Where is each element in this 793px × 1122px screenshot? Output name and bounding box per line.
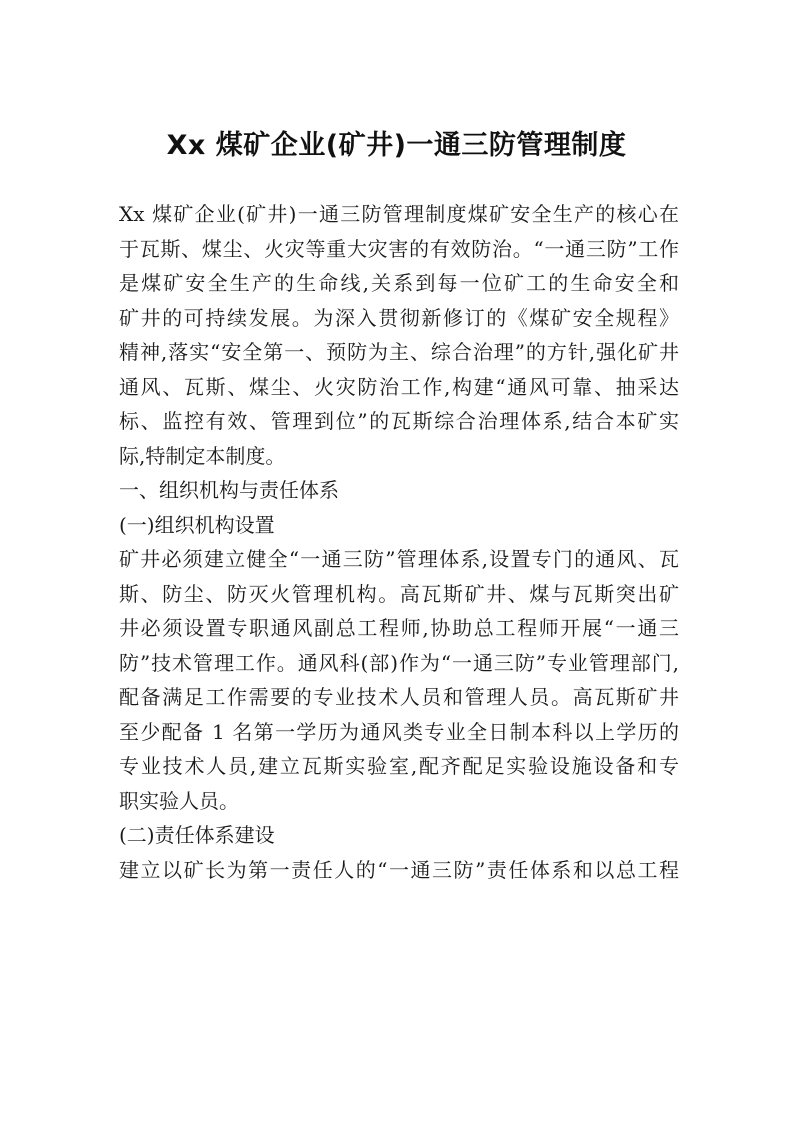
paragraph-line: 标、监控有效、管理到位”的瓦斯综合治理体系,结合本矿实 xyxy=(119,409,679,433)
paragraph-line: 是煤矿安全生产的生命线,关系到每一位矿工的生命安全和 xyxy=(119,271,679,295)
paragraph-line: 精神,落实“安全第一、预防为主、综合治理”的方针,强化矿井 xyxy=(119,340,679,364)
paragraph-line: 配备满足工作需要的专业技术人员和管理人员。高瓦斯矿井 xyxy=(119,685,679,709)
document-body xyxy=(119,197,679,887)
subsection-heading: (一)组织机构设置 xyxy=(119,512,275,537)
paragraph-line: 矿井的可持续发展。为深入贯彻新修订的《煤矿安全规程》 xyxy=(119,305,679,330)
paragraph-line: Xx 煤矿企业(矿井)一通三防管理制度煤矿安全生产的核心在 xyxy=(119,202,679,226)
paragraph-line: 防”技术管理工作。通风科(部)作为“一通三防”专业管理部门, xyxy=(119,650,679,675)
paragraph-line: 至少配备 1 名第一学历为通风类专业全日制本科以上学历的 xyxy=(119,719,679,744)
paragraph-line: 专业技术人员,建立瓦斯实验室,配齐配足实验设施设备和专 xyxy=(119,754,679,778)
document-title: Xx 煤矿企业(矿井)一通三防管理制度 xyxy=(166,130,627,161)
subsection-heading: (二)责任体系建设 xyxy=(119,823,275,847)
paragraph-line: 建立以矿长为第一责任人的“一通三防”责任体系和以总工程 xyxy=(119,857,679,882)
section-heading: 一、组织机构与责任体系 xyxy=(119,478,339,502)
paragraph-line: 矿井必须建立健全“一通三防”管理体系,设置专门的通风、瓦 xyxy=(119,547,679,571)
paragraph-line: 井必须设置专职通风副总工程师,协助总工程师开展“一通三 xyxy=(119,616,679,640)
paragraph-line: 于瓦斯、煤尘、火灾等重大灾害的有效防治。“一通三防”工作 xyxy=(119,236,679,261)
paragraph-line: 通风、瓦斯、煤尘、火灾防治工作,构建“通风可靠、抽采达 xyxy=(119,374,679,399)
paragraph-line: 斯、防尘、防灭火管理机构。高瓦斯矿井、煤与瓦斯突出矿 xyxy=(119,581,679,606)
paragraph-line: 职实验人员。 xyxy=(119,788,239,813)
paragraph-line: 际,特制定本制度。 xyxy=(119,443,286,468)
